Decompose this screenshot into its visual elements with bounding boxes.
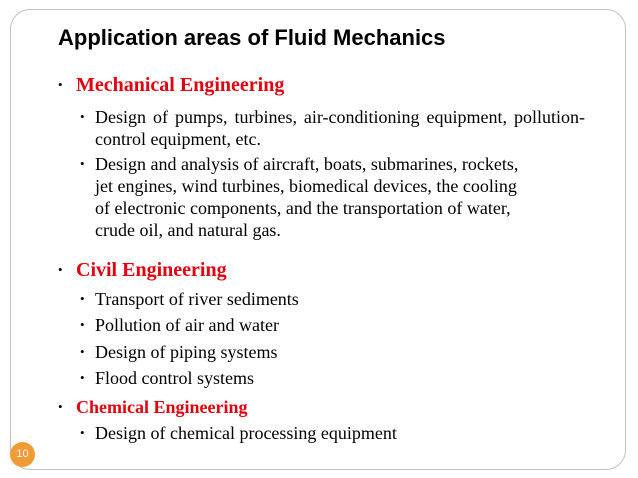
bullet-icon: • (80, 370, 85, 385)
list-item (80, 314, 600, 336)
bullet-icon: • (80, 344, 85, 359)
list-item (80, 367, 600, 389)
list-item (80, 288, 600, 310)
section-heading-mechanical (58, 73, 284, 97)
section-heading-chemical (58, 395, 248, 419)
slide-number-badge: 10 (10, 442, 35, 467)
list-item-text: Design of chemical processing equipment (95, 423, 397, 443)
bullet-icon: • (80, 109, 85, 124)
bullet-icon: • (80, 156, 85, 171)
section-heading-label: Civil Engineering (76, 259, 227, 281)
section-heading-label: Chemical Engineering (76, 397, 248, 417)
section-heading-civil (58, 258, 227, 282)
section-heading-label: Mechanical Engineering (76, 74, 285, 96)
list-item (80, 106, 600, 150)
list-item-text: Transport of river sediments (95, 289, 299, 309)
bullet-icon: • (80, 317, 85, 332)
slide-title: Application areas of Fluid Mechanics (58, 25, 446, 50)
list-item (80, 341, 600, 363)
list-item (80, 422, 600, 444)
bullet-icon: • (58, 262, 63, 277)
list-item-text: Flood control systems (95, 368, 255, 388)
bullet-icon: • (58, 399, 63, 414)
bullet-icon: • (80, 291, 85, 306)
list-item-text: Design of pumps, turbines, air-conditioning equipment, pollution-control equipment, etc. (95, 107, 585, 149)
list-item (80, 153, 600, 241)
bullet-icon: • (80, 425, 85, 440)
list-item-text: Design of piping systems (95, 342, 278, 362)
list-item-text: Design and analysis of aircraft, boats, submarines, rockets, jet engines, wind turbines, biomedical devices, the cooling of electronic components, and the transportation of water, crude oil, and natural gas. (95, 154, 519, 240)
bullet-icon: • (58, 77, 63, 92)
list-item-text: Pollution of air and water (95, 315, 279, 335)
